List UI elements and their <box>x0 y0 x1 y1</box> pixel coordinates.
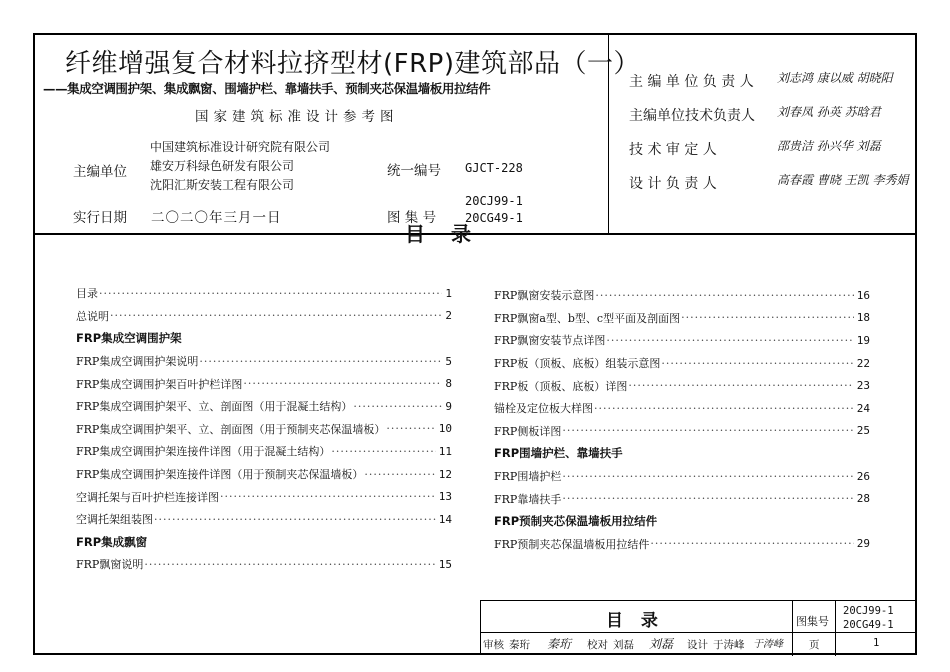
title-block-name: 目 录 <box>606 611 664 631</box>
toc-entry-title: 总说明 <box>76 309 109 323</box>
toc-leader-dots <box>562 492 853 505</box>
toc-entry-title: FRP板（顶板、底板）组装示意图 <box>494 357 661 371</box>
toc-entry-title: FRP集成空调围护架平、立、剖面图（用于预制夹芯保温墙板） <box>76 422 386 436</box>
title-block-atlas-label: 图集号 <box>796 615 829 628</box>
reviewer-name: 秦珩 <box>509 639 530 651</box>
designer-signature: 于涛峰 <box>753 639 783 650</box>
toc-entry <box>494 352 870 375</box>
toc-section-title: FRP集成空调围护架 <box>76 331 182 346</box>
toc-leader-dots <box>628 379 853 392</box>
toc-leader-dots <box>650 537 853 550</box>
toc-entry-page: 16 <box>856 288 870 302</box>
reviewer-signature: 秦珩 <box>547 637 572 651</box>
unified-no: GJCT-228 <box>465 161 523 175</box>
toc-leader-dots <box>661 357 853 370</box>
toc-entry-title: FRP飘窗安装节点详图 <box>494 334 606 348</box>
toc-entry-title: FRP飘窗a型、b型、c型平面及剖面图 <box>494 311 681 325</box>
toc-leader-dots <box>562 424 853 437</box>
toc-entry-page: 12 <box>438 467 452 481</box>
toc-entry-title: FRP集成空调围护架连接件详图（用于混凝土结构） <box>76 445 331 459</box>
atlas-title: 纤维增强复合材料拉挤型材(FRP)建筑部品（一） <box>65 49 640 79</box>
toc-leader-dots <box>594 402 854 415</box>
toc-leader-dots <box>331 445 435 458</box>
toc-leader-dots <box>199 355 442 368</box>
toc-section-heading <box>76 531 452 554</box>
role-chief-unit: 主 编 单 位 负 责 人 <box>629 74 754 90</box>
toc-right-column <box>494 284 870 555</box>
toc-entry-page: 23 <box>856 379 870 393</box>
toc-entry-page: 25 <box>856 424 870 438</box>
toc-section-heading <box>76 327 452 350</box>
toc-entry-title: 空调托架与百叶护栏连接详图 <box>76 490 219 504</box>
toc-section-title: FRP集成飘窗 <box>76 534 148 549</box>
checker-name: 刘磊 <box>613 639 634 651</box>
toc-entry-page: 19 <box>856 333 870 347</box>
toc-entry <box>494 374 870 397</box>
toc-entry <box>494 533 870 556</box>
toc-entry-page: 8 <box>445 377 452 391</box>
reference-label: 国家建筑标准设计参考图 <box>195 109 399 125</box>
responsibles-panel <box>609 35 915 233</box>
toc-entry-title: 空调托架组装图 <box>76 513 153 527</box>
toc-entry <box>494 329 870 352</box>
toc-entry-page: 26 <box>856 469 870 483</box>
toc-left-column <box>76 282 452 576</box>
page-label: 页 <box>809 639 820 651</box>
designer-name: 于涛峰 <box>713 639 745 651</box>
title-block-atlas-no-1: 20CJ99-1 <box>843 605 894 617</box>
title-block <box>480 600 917 655</box>
toc-entry-page: 14 <box>438 512 452 526</box>
toc-entry <box>494 465 870 488</box>
check-label: 校对 <box>587 639 608 651</box>
toc-leader-dots <box>562 470 853 483</box>
toc-entry <box>494 284 870 307</box>
role-technical: 主编单位技术负责人 <box>629 108 755 124</box>
toc-entry <box>494 420 870 443</box>
design-label: 设计 <box>687 639 708 651</box>
toc-entry-page: 1 <box>445 286 452 300</box>
toc-entry <box>76 463 452 486</box>
toc-leader-dots <box>154 513 436 526</box>
toc-entry <box>494 487 870 510</box>
toc-entry <box>76 440 452 463</box>
toc-entry-page: 18 <box>856 311 870 325</box>
atlas-subtitle: ——集成空调围护架、集成飘窗、围墙护栏、靠墙扶手、预制夹芯保温墙板用拉结件 <box>43 81 491 96</box>
toc-section-heading <box>494 510 870 533</box>
toc-entry-page: 13 <box>438 490 452 504</box>
toc-entry <box>76 418 452 441</box>
toc-leader-dots <box>99 287 442 300</box>
toc-entry-page: 28 <box>856 492 870 506</box>
toc-entry-title: 目录 <box>76 287 98 301</box>
toc-section-title: FRP预制夹芯保温墙板用拉结件 <box>494 514 658 529</box>
toc-entry-page: 22 <box>856 356 870 370</box>
atlas-no-1: 20CJ99-1 <box>465 194 523 208</box>
title-block-divider-2 <box>835 601 836 656</box>
toc-entry-title: FRP板（顶板、底板）详图 <box>494 379 628 393</box>
toc-leader-dots <box>595 289 853 302</box>
toc-entry-title: FRP侧板详图 <box>494 424 562 438</box>
toc-entry-page: 10 <box>438 422 452 436</box>
toc-entry <box>76 282 452 305</box>
toc-entry <box>494 307 870 330</box>
toc-entry-title: FRP飘窗安装示意图 <box>494 289 595 303</box>
toc-entry <box>76 305 452 328</box>
checker-signature: 刘磊 <box>649 637 674 651</box>
toc-leader-dots <box>364 468 435 481</box>
title-block-atlas-no-2: 20CG49-1 <box>843 619 894 631</box>
toc-entry <box>76 372 452 395</box>
review-label: 审核 <box>483 639 504 651</box>
toc-entry <box>76 485 452 508</box>
toc-leader-dots <box>681 311 854 324</box>
toc-entry-title: FRP集成空调围护架百叶护栏详图 <box>76 377 243 391</box>
toc-leader-dots <box>386 422 435 435</box>
date-value: 二〇二〇年三月一日 <box>151 210 282 226</box>
toc-entry <box>76 508 452 531</box>
editor-unit-2: 雄安万科绿色研发有限公司 <box>150 159 295 173</box>
toc-title: 目录 <box>405 222 497 246</box>
toc-entry-title: FRP集成空调围护架说明 <box>76 355 199 369</box>
atlas-no-label: 图 集 号 <box>387 210 437 226</box>
toc-entry-title: FRP靠墙扶手 <box>494 492 562 506</box>
toc-leader-dots <box>220 490 436 503</box>
toc-entry <box>76 553 452 576</box>
date-label: 实行日期 <box>73 210 127 226</box>
signature-review: 邵贵洁 孙兴华 刘磊 <box>777 139 881 153</box>
toc-entry-title: FRP集成空调围护架连接件详图（用于预制夹芯保温墙板） <box>76 468 364 482</box>
toc-entry-page: 24 <box>856 401 870 415</box>
toc-entry-title: 锚栓及定位板大样图 <box>494 402 593 416</box>
toc-leader-dots <box>353 400 442 413</box>
unified-no-label: 统一编号 <box>387 163 441 179</box>
atlas-no-2: 20CG49-1 <box>465 211 523 225</box>
page-number: 1 <box>873 637 880 649</box>
cover-header <box>35 35 915 235</box>
toc-entry-page: 15 <box>438 557 452 571</box>
toc-leader-dots <box>110 309 442 322</box>
toc-leader-dots <box>243 377 442 390</box>
toc-section-title: FRP围墙护栏、靠墙扶手 <box>494 446 623 461</box>
toc-entry-page: 9 <box>445 399 452 413</box>
toc-entry <box>494 397 870 420</box>
role-design: 设 计 负 责 人 <box>629 176 717 192</box>
editor-unit-3: 沈阳汇斯安装工程有限公司 <box>150 178 295 192</box>
toc-entry-page: 2 <box>445 309 452 323</box>
toc-entry <box>76 350 452 373</box>
toc-leader-dots <box>144 558 435 571</box>
header-left <box>35 35 640 233</box>
editor-unit-1: 中国建筑标准设计研究院有限公司 <box>150 140 331 154</box>
signature-chief-unit: 刘志鸿 康以威 胡晓阳 <box>777 71 893 85</box>
toc-entry-page: 29 <box>856 537 870 551</box>
toc-section-heading <box>494 442 870 465</box>
title-block-divider-1 <box>792 601 793 656</box>
signature-design: 高春霞 曹晓 王凯 李秀娟 <box>777 173 909 187</box>
toc-entry-title: FRP飘窗说明 <box>76 558 144 572</box>
toc-entry-title: FRP预制夹芯保温墙板用拉结件 <box>494 537 650 551</box>
toc-entry <box>76 395 452 418</box>
toc-entry-title: FRP围墙护栏 <box>494 470 562 484</box>
role-review: 技 术 审 定 人 <box>629 142 717 158</box>
toc-leader-dots <box>606 334 853 347</box>
toc-entry-page: 5 <box>445 354 452 368</box>
toc-entry-title: FRP集成空调围护架平、立、剖面图（用于混凝土结构） <box>76 400 353 414</box>
toc-entry-page: 11 <box>438 444 452 458</box>
editor-unit-label: 主编单位 <box>73 164 127 180</box>
signature-technical: 刘春凤 孙英 苏晗君 <box>777 105 881 119</box>
